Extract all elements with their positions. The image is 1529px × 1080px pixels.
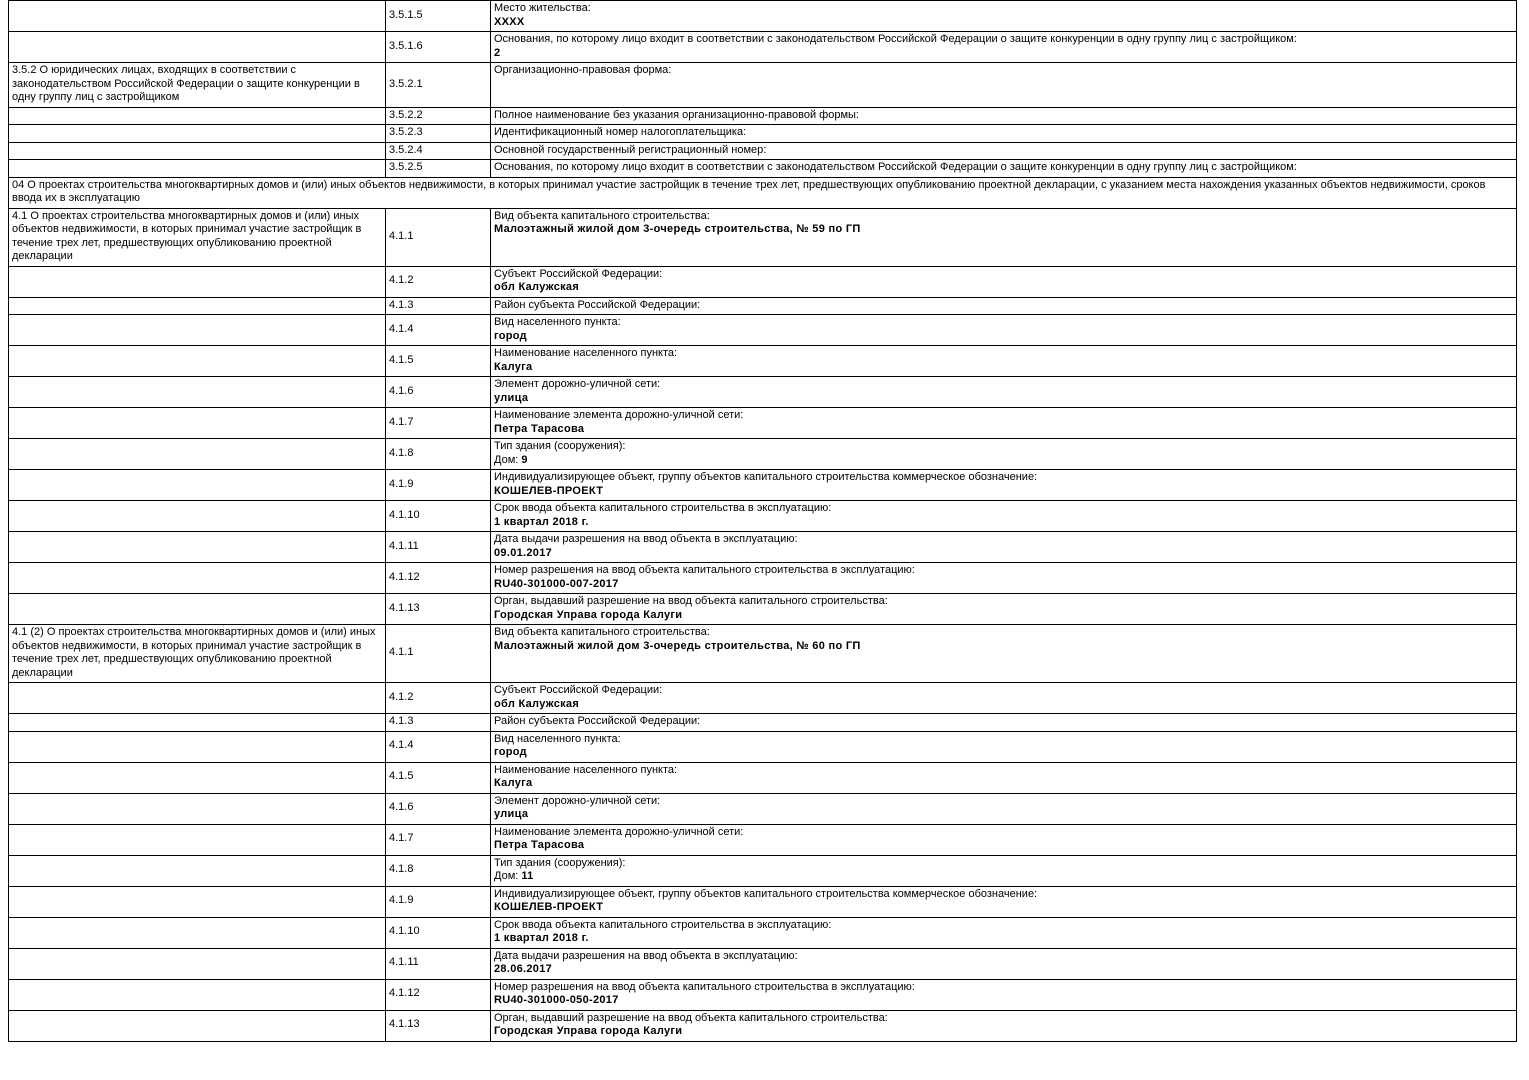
group-description-cell [9, 917, 386, 948]
item-label: Индивидуализирующее объект, группу объектов капитального строительства коммерческое обозначение: [494, 887, 1038, 900]
item-number-cell: 4.1.1 [386, 625, 491, 683]
group-description-cell [9, 824, 386, 855]
table-row [9, 1, 1517, 32]
item-value-prefix: Дом: [494, 870, 522, 882]
group-description-cell [9, 439, 386, 470]
item-content-cell [491, 315, 1517, 346]
group-description-cell [9, 762, 386, 793]
item-number-cell: 4.1.9 [386, 886, 491, 917]
item-number-cell: 4.1.3 [386, 297, 491, 315]
group-description-cell: 4.1 О проектах строительства многоквартирных домов и (или) иных объектов недвижимости, в которых принимал участие застройщик в течение трех лет, предшествующих опубликованию проектной декларации [9, 208, 386, 266]
item-content-cell [491, 762, 1517, 793]
item-content-cell [491, 731, 1517, 762]
item-value: обл Калужская [494, 281, 580, 293]
item-content-cell [491, 948, 1517, 979]
item-label: Срок ввода объекта капитального строительства в эксплуатацию: [494, 918, 832, 931]
item-content-cell [491, 855, 1517, 886]
item-number-cell: 4.1.4 [386, 731, 491, 762]
item-content-cell [491, 979, 1517, 1010]
table-row [9, 793, 1517, 824]
group-description-cell [9, 979, 386, 1010]
item-value: 1 квартал 2018 г. [494, 515, 589, 528]
group-description-cell [9, 315, 386, 346]
item-number-cell: 3.5.2.1 [386, 63, 491, 108]
table-row [9, 470, 1517, 501]
table-row [9, 125, 1517, 143]
item-number-cell: 4.1.5 [386, 762, 491, 793]
item-number-cell: 4.1.9 [386, 470, 491, 501]
table-row [9, 762, 1517, 793]
table-row [9, 979, 1517, 1010]
item-number-cell: 4.1.6 [386, 793, 491, 824]
table-row [9, 107, 1517, 125]
item-number-cell: 4.1.2 [386, 683, 491, 714]
item-content-cell [491, 917, 1517, 948]
item-value: улица [494, 808, 529, 820]
item-content-cell [491, 63, 1517, 108]
item-value [494, 454, 1513, 468]
group-description-cell [9, 501, 386, 532]
group-description-cell [9, 886, 386, 917]
table-row [9, 501, 1517, 532]
table-row [9, 855, 1517, 886]
group-description-cell [9, 948, 386, 979]
group-description-cell [9, 297, 386, 315]
table-row [9, 563, 1517, 594]
item-label: Наименование населенного пункта: [494, 347, 678, 359]
declaration-document [8, 0, 1517, 1042]
declaration-table [8, 0, 1517, 1042]
table-row [9, 731, 1517, 762]
item-content-cell [491, 470, 1517, 501]
table-row [9, 625, 1517, 683]
item-content-cell [491, 346, 1517, 377]
item-value [494, 870, 1513, 884]
item-number-cell: 4.1.11 [386, 532, 491, 563]
item-number-cell: 4.1.2 [386, 266, 491, 297]
group-description-cell [9, 1010, 386, 1041]
item-label: Тип здания (сооружения): [494, 856, 626, 869]
item-label: Субъект Российской Федерации: [494, 684, 663, 696]
group-description-cell [9, 470, 386, 501]
item-number-cell: 3.5.1.6 [386, 32, 491, 63]
item-number-cell: 4.1.10 [386, 501, 491, 532]
item-content-cell [491, 532, 1517, 563]
item-label: Номер разрешения на ввод объекта капитального строительства в эксплуатацию: [494, 980, 915, 993]
table-row [9, 714, 1517, 732]
item-number-cell: 3.5.2.4 [386, 142, 491, 160]
item-value: Малоэтажный жилой дом 3-очередь строительства, № 59 по ГП [494, 223, 861, 235]
item-label: Наименование элемента дорожно-уличной сети: [494, 409, 744, 421]
item-number-cell: 4.1.6 [386, 377, 491, 408]
item-label: Основной государственный регистрационный номер: [494, 143, 767, 156]
item-value: КОШЕЛЕВ-ПРОЕКТ [494, 901, 604, 913]
group-description-cell [9, 683, 386, 714]
section-row [9, 177, 1517, 208]
item-number-cell: 4.1.7 [386, 408, 491, 439]
item-content-cell [491, 824, 1517, 855]
item-label: Элемент дорожно-уличной сети: [494, 378, 661, 390]
group-description-cell: 3.5.2 О юридических лицах, входящих в соответствии с законодательством Российской Федерации о защите конкуренции в одну группу лиц с застройщиком [9, 63, 386, 108]
table-row [9, 917, 1517, 948]
item-label: Район субъекта Российской Федерации: [494, 298, 701, 311]
item-content-cell [491, 625, 1517, 683]
item-number-cell: 4.1.8 [386, 439, 491, 470]
table-row [9, 208, 1517, 266]
item-number-cell: 4.1.7 [386, 824, 491, 855]
group-description-cell [9, 855, 386, 886]
item-value: Городская Управа города Калуги [494, 1025, 683, 1037]
item-label: Вид населенного пункта: [494, 732, 621, 745]
item-content-cell [491, 297, 1517, 315]
item-number-cell: 4.1.12 [386, 979, 491, 1010]
item-number-cell: 3.5.2.5 [386, 160, 491, 178]
item-number-cell: 3.5.2.2 [386, 107, 491, 125]
table-row [9, 532, 1517, 563]
item-label: Наименование населенного пункта: [494, 763, 678, 776]
item-value: RU40-301000-050-2017 [494, 994, 619, 1006]
item-value: 09.01.2017 [494, 546, 553, 559]
item-content-cell [491, 142, 1517, 160]
item-content-cell [491, 439, 1517, 470]
table-row [9, 346, 1517, 377]
item-value: RU40-301000-007-2017 [494, 577, 619, 590]
item-value: 1 квартал 2018 г. [494, 932, 589, 944]
item-content-cell [491, 208, 1517, 266]
table-row [9, 377, 1517, 408]
item-content-cell [491, 886, 1517, 917]
group-description-cell [9, 731, 386, 762]
group-description-cell [9, 266, 386, 297]
item-content-cell [491, 1010, 1517, 1041]
group-description-cell [9, 32, 386, 63]
group-description-cell [9, 532, 386, 563]
item-number-cell: 4.1.1 [386, 208, 491, 266]
item-value: Городская Управа города Калуги [494, 608, 683, 621]
item-number-cell: 4.1.5 [386, 346, 491, 377]
item-value: 2 [494, 46, 501, 59]
group-description-cell [9, 377, 386, 408]
table-row [9, 1010, 1517, 1041]
item-value-bold: 9 [521, 453, 528, 466]
item-value: город [494, 329, 527, 342]
item-label: Основания, по которому лицо входит в соответствии с законодательством Российской Федерации о защите конкуренции в одну группу лиц с застройщиком: [494, 161, 1297, 173]
table-row [9, 824, 1517, 855]
group-description-cell: 4.1 (2) О проектах строительства многоквартирных домов и (или) иных объектов недвижимости, в которых принимал участие застройщик в течение трех лет, предшествующих опубликованию проектной декларации [9, 625, 386, 683]
item-value: Малоэтажный жилой дом 3-очередь строительства, № 60 по ГП [494, 639, 861, 652]
item-label: Вид населенного пункта: [494, 316, 621, 328]
item-label: Место жительства: [494, 2, 591, 14]
table-row [9, 948, 1517, 979]
item-value: обл Калужская [494, 697, 580, 710]
item-content-cell [491, 107, 1517, 125]
item-value: ХХХХ [494, 15, 525, 28]
item-label: Вид объекта капитального строительства: [494, 626, 710, 638]
item-content-cell [491, 32, 1517, 63]
item-content-cell [491, 714, 1517, 732]
item-content-cell [491, 408, 1517, 439]
item-number-cell: 4.1.3 [386, 714, 491, 732]
item-value: город [494, 746, 527, 758]
item-number-cell: 4.1.13 [386, 594, 491, 625]
item-label: Индивидуализирующее объект, группу объектов капитального строительства коммерческое обозначение: [494, 471, 1038, 483]
group-description-cell [9, 142, 386, 160]
group-description-cell [9, 594, 386, 625]
table-row [9, 315, 1517, 346]
item-content-cell [491, 266, 1517, 297]
item-content-cell [491, 125, 1517, 143]
item-label: Наименование элемента дорожно-уличной сети: [494, 825, 744, 838]
item-content-cell [491, 1, 1517, 32]
item-number-cell: 4.1.11 [386, 948, 491, 979]
item-number-cell: 3.5.1.5 [386, 1, 491, 32]
table-row [9, 683, 1517, 714]
table-row [9, 32, 1517, 63]
item-label: Идентификационный номер налогоплательщика: [494, 126, 747, 138]
item-label: Субъект Российской Федерации: [494, 267, 663, 280]
item-label: Орган, выдавший разрешение на ввод объекта капитального строительства: [494, 595, 888, 607]
item-label: Организационно-правовая форма: [494, 64, 672, 76]
item-content-cell [491, 377, 1517, 408]
group-description-cell [9, 160, 386, 178]
group-description-cell [9, 1, 386, 32]
table-row [9, 160, 1517, 178]
item-number-cell: 4.1.10 [386, 917, 491, 948]
section-header: 04 О проектах строительства многоквартирных домов и (или) иных объектов недвижимости, в которых принимал участие застройщик в течение трех лет, предшествующих опубликованию проектной декларации, с указанием места нахождения указанных объектов недвижимости, сроков ввода их в эксплуатацию [9, 177, 1517, 208]
table-row [9, 63, 1517, 108]
item-content-cell [491, 563, 1517, 594]
item-label: Срок ввода объекта капитального строительства в эксплуатацию: [494, 502, 832, 514]
item-label: Основания, по которому лицо входит в соответствии с законодательством Российской Федерации о защите конкуренции в одну группу лиц с застройщиком: [494, 33, 1297, 45]
group-description-cell [9, 714, 386, 732]
item-number-cell: 3.5.2.3 [386, 125, 491, 143]
item-value: Петра Тарасова [494, 839, 585, 851]
item-label: Номер разрешения на ввод объекта капитального строительства в эксплуатацию: [494, 564, 915, 576]
item-number-cell: 4.1.13 [386, 1010, 491, 1041]
table-row [9, 266, 1517, 297]
table-row [9, 408, 1517, 439]
table-row [9, 142, 1517, 160]
group-description-cell [9, 408, 386, 439]
group-description-cell [9, 346, 386, 377]
item-label: Орган, выдавший разрешение на ввод объекта капитального строительства: [494, 1011, 888, 1024]
table-row [9, 439, 1517, 470]
item-number-cell: 4.1.4 [386, 315, 491, 346]
item-content-cell [491, 594, 1517, 625]
item-value-prefix: Дом: [494, 453, 522, 466]
table-row [9, 594, 1517, 625]
item-content-cell [491, 501, 1517, 532]
item-label: Дата выдачи разрешения на ввод объекта в эксплуатацию: [494, 533, 798, 545]
group-description-cell [9, 107, 386, 125]
item-value-bold: 11 [521, 870, 534, 882]
group-description-cell [9, 793, 386, 824]
item-label: Дата выдачи разрешения на ввод объекта в эксплуатацию: [494, 949, 798, 962]
item-value: улица [494, 391, 529, 404]
item-value: Петра Тарасова [494, 422, 585, 435]
table-row [9, 886, 1517, 917]
group-description-cell [9, 563, 386, 594]
table-row [9, 297, 1517, 315]
item-value: КОШЕЛЕВ-ПРОЕКТ [494, 484, 604, 497]
item-label: Полное наименование без указания организационно-правовой формы: [494, 108, 859, 121]
item-label: Вид объекта капитального строительства: [494, 209, 710, 222]
item-label: Район субъекта Российской Федерации: [494, 715, 701, 727]
table-body [9, 1, 1517, 1042]
item-label: Элемент дорожно-уличной сети: [494, 794, 661, 807]
item-content-cell [491, 683, 1517, 714]
group-description-cell [9, 125, 386, 143]
item-content-cell [491, 160, 1517, 178]
item-content-cell [491, 793, 1517, 824]
item-value: Калуга [494, 360, 533, 373]
item-label: Тип здания (сооружения): [494, 440, 626, 452]
item-number-cell: 4.1.8 [386, 855, 491, 886]
item-number-cell: 4.1.12 [386, 563, 491, 594]
item-value: Калуга [494, 777, 533, 789]
item-value: 28.06.2017 [494, 963, 553, 975]
